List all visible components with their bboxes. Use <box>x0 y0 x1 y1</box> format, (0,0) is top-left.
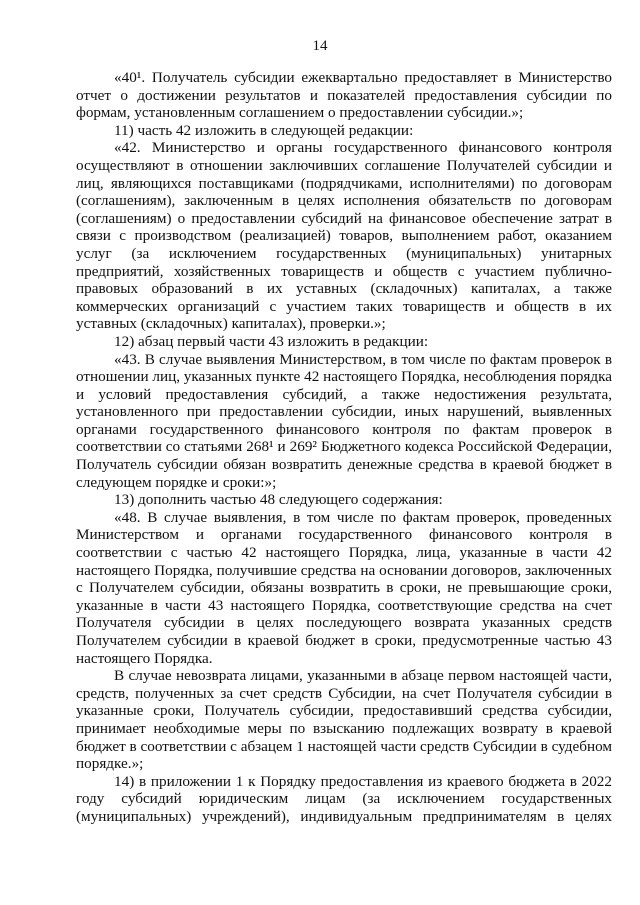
paragraph-48: «48. В случае выявления, в том числе по фактам проверок, проведенных Министерством и органами государственного финансового контроля в соответствии с частью 42 настоящего Порядка, лица, указанные в части 42 настоящего Порядка, получившие средства на основании договоров, заключенных с Получателем субсидии, обязаны возвратить в сроки, не превышающие сроки, указанные в части 43 настоящего Порядка, соответствующие средства на счет Получателя субсидии в целях последующего возврата указанных средств Получателем субсидии в краевой бюджет в сроки, предусмотренные частью 43 настоящего Порядка. <box>76 508 612 667</box>
amendment-14-intro: 14) в приложении 1 к Порядку предоставления из краевого бюджета в 2022 году субсидий юридическим лицам (за исключением государственных (муниципальных) учреждений), индивидуальным предпринимателям в целях <box>76 772 612 825</box>
amendment-12-intro: 12) абзац первый части 43 изложить в редакции: <box>114 332 429 350</box>
document-body <box>76 69 612 826</box>
amendment-13-intro: 13) дополнить частью 48 следующего содержания: <box>114 491 443 509</box>
page-number: 14 <box>312 38 328 54</box>
paragraph-43: «43. В случае выявления Министерством, в том числе по фактам проверок в отношении лиц, указанных пункте 42 настоящего Порядка, несоблюдения порядка и условий предоставления субсидий, а также недостижения результата, установленного при предоставлении субсидии, иных нарушений, выявленных органами государственного финансового контроля по фактам проверок в соответствии со статьями 268¹ и 269² Бюджетного кодекса Российской Федерации, Получатель субсидии обязан возвратить денежные средства в краевой бюджет в следующем порядке и сроки:»; <box>76 350 612 491</box>
paragraph-48-part-2: В случае невозврата лицами, указанными в абзаце первом настоящей части, средств, полученных за счет средств Субсидии, на счет Получателя субсидии в указанные сроки, Получатель субсидии, предоставивший средства субсидии, принимает необходимые меры по взысканию подлежащих возврату в краевой бюджет в соответствии с абзацем 1 настоящей части средств Субсидии в судебном порядке.»; <box>76 667 612 773</box>
paragraph-42: «42. Министерство и органы государственного финансового контроля осуществляют в отношении заключивших соглашение Получателей субсидии и лиц, являющихся поставщиками (подрядчиками, исполнителями) по договорам (соглашениям), заключенным в целях исполнения обязательств по договорам (соглашениям) о предоставлении субсидий на финансовое обеспечение затрат в связи с производством (реализацией) товаров, выполнением работ, оказанием услуг (за исключением государственных (муниципальных) унитарных предприятий, хозяйственных товариществ и обществ с участием публично-правовых образований в их уставных (складочных) капиталах, а также коммерческих организаций с участием таких товариществ и обществ в их уставных (складочных) капиталах), проверки.»; <box>76 139 612 333</box>
amendment-11-intro: 11) часть 42 изложить в следующей редакции: <box>114 121 414 139</box>
paragraph-40-1: «40¹. Получатель субсидии ежеквартально предоставляет в Министерство отчет о достижении результатов и показателей предоставления субсидии по формам, установленным соглашением о предоставлении субсидии.»; <box>76 69 612 122</box>
